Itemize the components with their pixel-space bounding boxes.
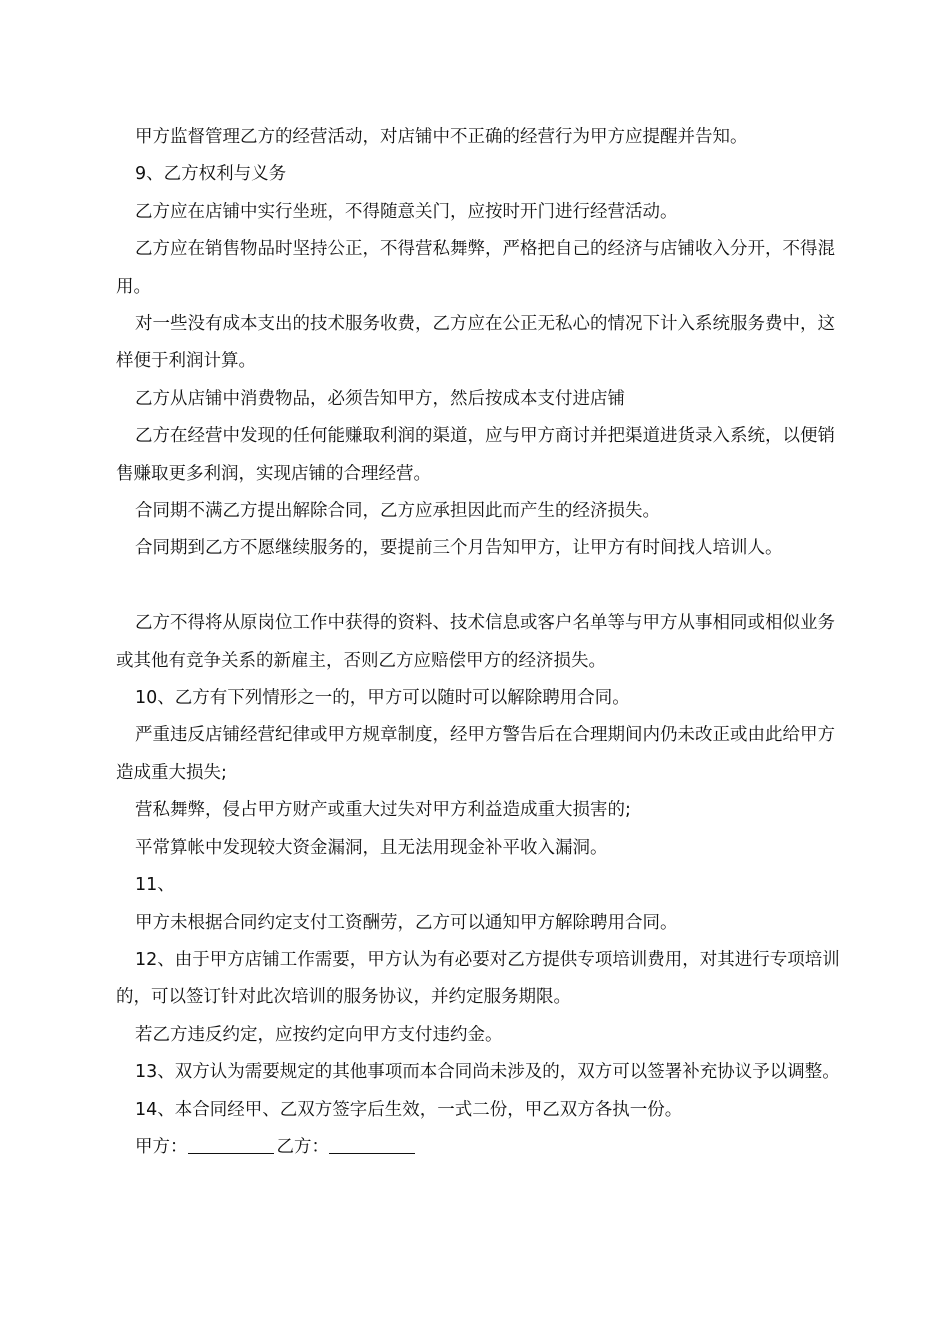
- paragraph: 甲方监督管理乙方的经营活动，对店铺中不正确的经营行为甲方应提醒并告知。: [135, 127, 748, 147]
- paragraph: 乙方应在店铺中实行坐班，不得随意关门，应按时开门进行经营活动。: [135, 201, 678, 222]
- section-heading: 14、本合同经甲、乙双方签字后生效，一式二份，甲乙双方各执一份。: [135, 1099, 683, 1120]
- party-a-signature-blank: [188, 1135, 274, 1154]
- paragraph: 对一些没有成本支出的技术服务收费，乙方应在公正无私心的情况下计入系统服务费中，这样便于利润计算。: [116, 314, 835, 372]
- section-heading: 10、乙方有下列情形之一的，甲方可以随时可以解除聘用合同。: [135, 688, 630, 709]
- paragraph: 乙方从店铺中消费物品，必须告知甲方，然后按成本支付进店铺: [135, 388, 625, 409]
- paragraph: 乙方不得将从原岗位工作中获得的资料、技术信息或客户名单等与甲方从事相同或相似业务或其他有竞争关系的新雇主，否则乙方应赔偿甲方的经济损失。: [116, 613, 835, 671]
- paragraph: 严重违反店铺经营纪律或甲方规章制度，经甲方警告后在合理期间内仍未改正或由此给甲方造成重大损失;: [116, 725, 835, 783]
- section-heading: 12、由于甲方店铺工作需要，甲方认为有必要对乙方提供专项培训费用，对其进行专项培训的，可以签订针对此次培训的服务协议，并约定服务期限。: [116, 949, 840, 1008]
- party-b-signature-blank: [329, 1135, 415, 1154]
- paragraph: 合同期不满乙方提出解除合同，乙方应承担因此而产生的经济损失。: [135, 501, 660, 522]
- paragraph: 合同期到乙方不愿继续服务的，要提前三个月告知甲方，让甲方有时间找人培训人。: [135, 538, 783, 559]
- section-heading: 13、双方认为需要规定的其他事项而本合同尚未涉及的，双方可以签署补充协议予以调整。: [135, 1062, 840, 1083]
- paragraph: 甲方未根据合同约定支付工资酬劳，乙方可以通知甲方解除聘用合同。: [135, 912, 678, 933]
- paragraph: 营私舞弊，侵占甲方财产或重大过失对甲方利益造成重大损害的;: [135, 800, 631, 821]
- signature-line: [116, 1129, 852, 1166]
- paragraph: 平常算帐中发现较大资金漏洞，且无法用现金补平收入漏洞。: [135, 837, 608, 858]
- paragraph: 乙方应在销售物品时坚持公正，不得营私舞弊，严格把自己的经济与店铺收入分开，不得混用。: [116, 239, 835, 297]
- section-heading: 11、: [135, 875, 175, 896]
- section-heading: 9、乙方权利与义务: [135, 164, 287, 185]
- document-body: [116, 119, 852, 1166]
- blank-line: [116, 568, 852, 605]
- party-a-label: 甲方：: [135, 1136, 188, 1157]
- party-b-label: 乙方：: [276, 1136, 329, 1157]
- paragraph: 若乙方违反约定，应按约定向甲方支付违约金。: [135, 1024, 503, 1045]
- paragraph: 乙方在经营中发现的任何能赚取利润的渠道，应与甲方商讨并把渠道进货录入系统，以便销售赚取更多利润，实现店铺的合理经营。: [116, 426, 835, 484]
